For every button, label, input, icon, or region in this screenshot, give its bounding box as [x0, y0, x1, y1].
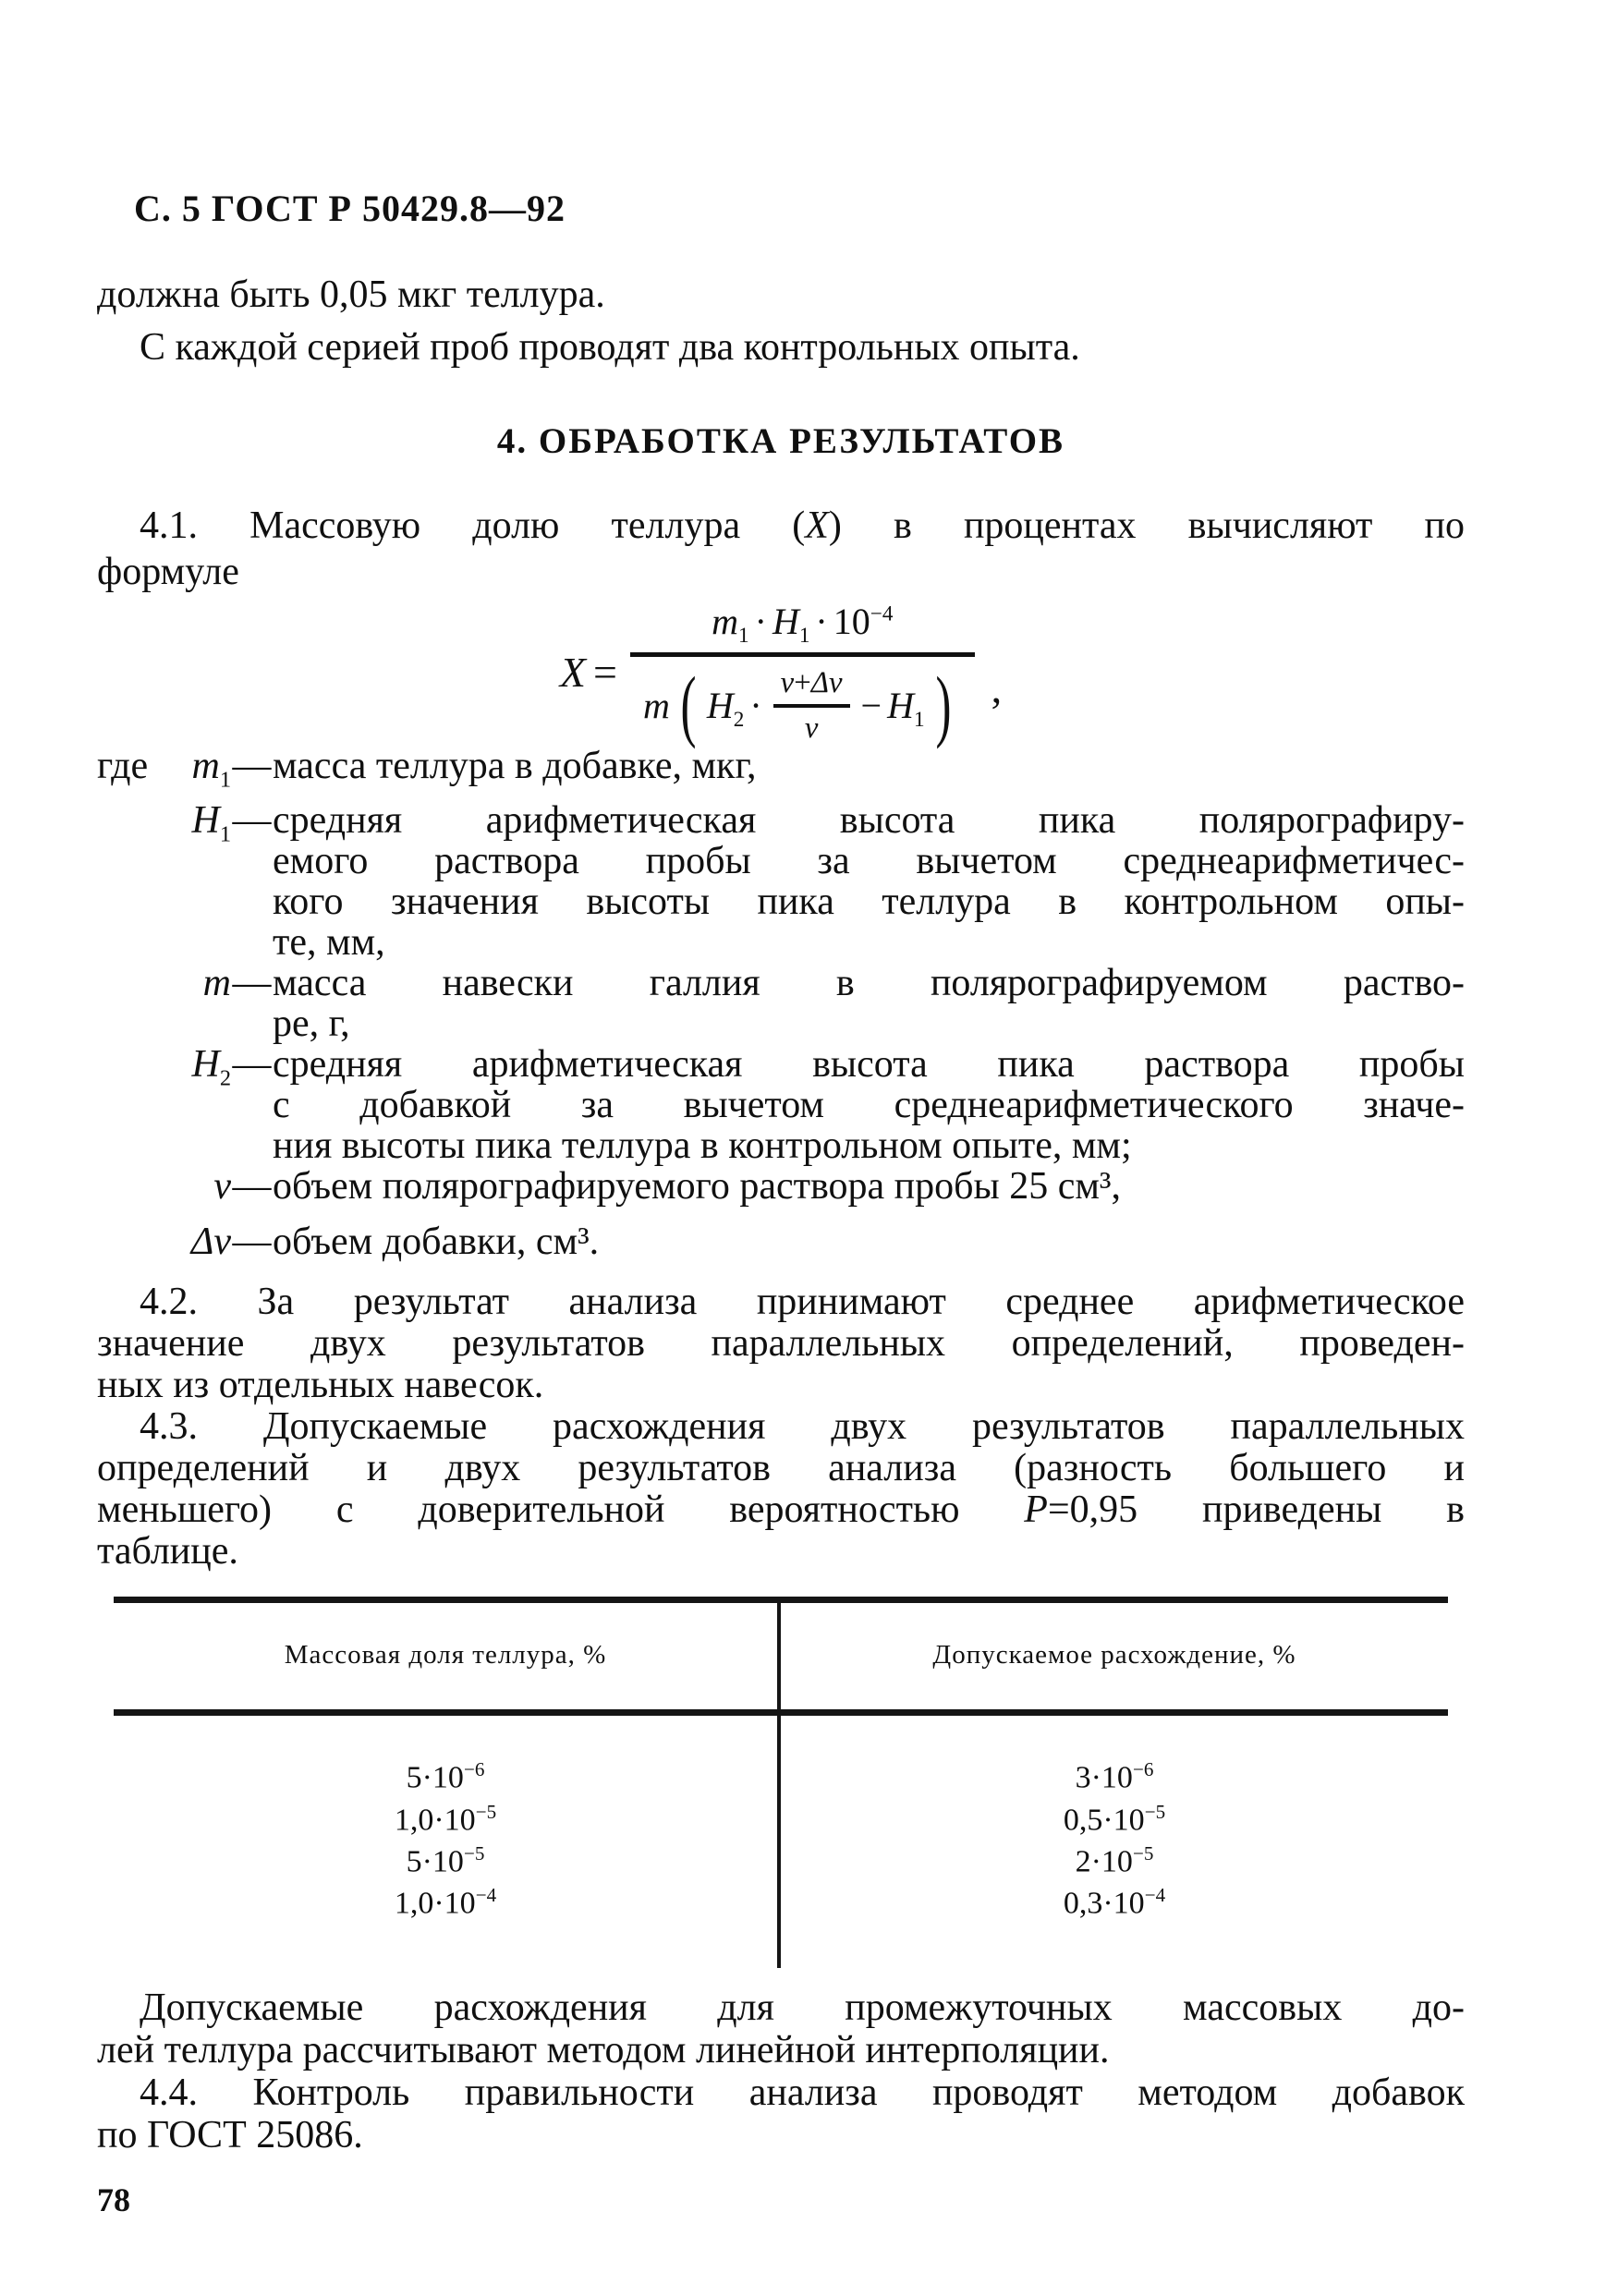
formula-numerator: [687, 600, 917, 652]
definition-row-delta-v: [97, 1221, 1465, 1276]
definition-text: [273, 1166, 1465, 1221]
var-h2-sub: 2: [733, 708, 745, 732]
para-4-2-line-2: значение двух результатов параллельных определений, проведен-: [97, 1322, 1465, 1366]
formula-fraction: [630, 600, 975, 749]
formula-var-x: X: [559, 649, 587, 696]
definition-dash: —: [232, 745, 272, 787]
value-exponent: −5: [463, 1841, 485, 1865]
h2-group: [706, 684, 768, 732]
plus-sign: +: [794, 665, 811, 699]
definition-text: [273, 800, 1465, 963]
dot-operator: ·: [815, 600, 828, 642]
definition-symbol: [143, 963, 231, 1044]
table-value: [781, 1837, 1448, 1878]
var-h1: H: [772, 600, 799, 642]
value-base: 5·10: [406, 1760, 464, 1795]
symbol-h1-sub: 1: [219, 821, 231, 847]
value-base: 3·10: [1075, 1760, 1133, 1795]
para-4-3-text-post: приведены в: [1137, 1488, 1465, 1532]
definition-dash: —: [232, 1165, 272, 1209]
definition-line: с добавкой за вычетом среднеарифметического значе-: [273, 1084, 1465, 1127]
inner-fraction-numerator: [773, 666, 850, 704]
definition-text: [273, 746, 1465, 800]
para-4-2-line-1: 4.2. За результат анализа принимают среднее арифметическое: [140, 1281, 1465, 1324]
table-value: [781, 1795, 1448, 1837]
value-base: 1,0·10: [394, 1802, 476, 1837]
table-column-mass-fraction: [114, 1716, 781, 1968]
table-header-cell-discrepancy: Допускаемое расхождение, %: [932, 1640, 1296, 1670]
value-base: 0,3·10: [1063, 1886, 1145, 1921]
left-paren: (: [680, 660, 697, 749]
definition-symbol: [143, 800, 231, 963]
minus-sign: −: [860, 685, 882, 726]
definitions-list: [97, 746, 1465, 1276]
page-content: [97, 0, 1465, 2219]
var-m1-sub: 1: [738, 623, 749, 648]
para-4-1: [97, 503, 1465, 595]
table-header-cell-mass-fraction: Массовая доля теллура, %: [114, 1603, 781, 1709]
para-4-1-line-2: формуле: [97, 551, 239, 593]
definition-text: [273, 1221, 1465, 1276]
probability-value: =0,95: [1047, 1488, 1138, 1532]
value-base: 5·10: [406, 1844, 464, 1879]
symbol-m1-sub: 1: [219, 767, 231, 793]
definition-dash: —: [232, 962, 272, 1005]
definition-symbol: [143, 746, 231, 800]
table-header-row: [114, 1603, 1448, 1716]
definition-line: ре, г,: [273, 1002, 350, 1046]
value-exponent: −5: [475, 1800, 497, 1823]
spacer: [97, 1221, 143, 1276]
formula-lhs: [560, 648, 617, 697]
inner-fraction: [773, 666, 850, 746]
definition-row-m: [97, 963, 1465, 1044]
symbol-m1: m: [191, 745, 220, 787]
definition-line: ния высоты пика теллура в контрольном опыте, мм;: [273, 1124, 1132, 1168]
para-4-3-text-pre: меньшего) с доверительной вероятностью: [97, 1488, 1025, 1532]
para-4-3-line-2: определений и двух результатов анализа (разность большего и: [97, 1447, 1465, 1490]
para-4-2: [97, 1282, 1465, 1406]
definition-line: емого раствора пробы за вычетом среднеарифметичес-: [273, 840, 1465, 883]
para-4-3-line-4: таблице.: [97, 1530, 238, 1573]
var-delta-v: Δv: [810, 665, 843, 699]
var-h1-sub: 1: [914, 708, 925, 732]
definition-dash: —: [232, 799, 272, 843]
inner-fraction-denominator: [773, 704, 850, 746]
var-m1: m: [712, 600, 739, 642]
ten-exponent: −4: [870, 601, 894, 626]
para-4-4-line-1: 4.4. Контроль правильности анализа проводят методом добавок: [140, 2071, 1465, 2115]
closing-line-2: лей теллура рассчитывают методом линейной интерполяции.: [97, 2029, 1110, 2072]
value-base: 1,0·10: [394, 1886, 476, 1921]
formula-denominator: [630, 652, 975, 749]
section-title: 4. ОБРАБОТКА РЕЗУЛЬТАТОВ: [496, 421, 1065, 461]
definition-line: объем добавки, см³.: [273, 1220, 600, 1263]
definition-symbol: [143, 1221, 231, 1276]
value-base: 0,5·10: [1063, 1802, 1145, 1837]
definition-line: средняя арифметическая высота пика полярографиру-: [273, 799, 1465, 843]
formula: [97, 600, 1465, 749]
definition-row-h1: [97, 800, 1465, 963]
value-exponent: −6: [463, 1758, 485, 1781]
intro-paragraph: [97, 269, 1465, 374]
symbol-v: v: [213, 1165, 231, 1209]
definition-line: масса навески галлия в полярографируемом раство-: [273, 962, 1465, 1005]
value-exponent: −5: [1144, 1800, 1166, 1823]
table-body: [114, 1716, 1448, 1968]
definition-line: те, мм,: [273, 921, 385, 965]
table-value: [781, 1878, 1448, 1920]
para-4-1-text-post: ) в процентах вычисляют по: [828, 504, 1465, 547]
value-base: 2·10: [1075, 1844, 1133, 1879]
formula-comma: ,: [991, 664, 1003, 711]
para-4-3-line-3: [97, 1489, 1465, 1531]
definition-row-v: [97, 1166, 1465, 1221]
value-exponent: −6: [1132, 1758, 1154, 1781]
definition-text: [273, 963, 1465, 1044]
var-v: v: [804, 711, 819, 745]
spacer: [97, 1044, 143, 1166]
symbol-h2-sub: 2: [219, 1065, 231, 1091]
spacer: [97, 1166, 143, 1221]
definition-dash: —: [232, 1220, 272, 1263]
para-4-3-line-1: 4.3. Допускаемые расхождения двух результатов параллельных: [140, 1405, 1465, 1449]
table-column-discrepancy: [781, 1716, 1448, 1968]
equals-sign: =: [593, 649, 617, 696]
intro-line-2: С каждой серией проб проводят два контрольных опыта.: [140, 326, 1080, 369]
intro-line-1: должна быть 0,05 мкг теллура.: [97, 273, 605, 316]
table-value: [114, 1837, 777, 1878]
symbol-m: m: [202, 962, 231, 1005]
definition-row-h2: [97, 1044, 1465, 1166]
dot-operator: ·: [754, 600, 767, 642]
definition-symbol: [143, 1166, 231, 1221]
table-value: [114, 1753, 777, 1794]
page-number: 78: [97, 2181, 130, 2219]
symbol-delta-v: Δv: [190, 1220, 231, 1263]
closing-line-1: Допускаемые расхождения для промежуточных массовых до-: [140, 1986, 1465, 2030]
h1-group: [887, 684, 925, 732]
definition-dash: —: [232, 1043, 272, 1087]
var-v: v: [780, 665, 795, 699]
definition-line: объем полярографируемого раствора пробы 25 см³,: [273, 1165, 1122, 1209]
para-4-1-text-pre: 4.1. Массовую долю теллура (: [140, 504, 806, 547]
dot-operator: ·: [749, 685, 762, 726]
value-exponent: −5: [1132, 1841, 1154, 1865]
table-value: [114, 1795, 777, 1837]
symbol-h2: H: [191, 1043, 220, 1087]
spacer: [97, 963, 143, 1044]
symbol-h1: H: [191, 799, 220, 843]
variable-x: X: [805, 504, 829, 547]
para-4-1-line-1: [97, 503, 1465, 549]
definition-symbol: [143, 1044, 231, 1166]
table-value: [781, 1753, 1448, 1794]
spacer: [97, 800, 143, 963]
results-table: [114, 1597, 1448, 1968]
definition-line: масса теллура в добавке, мкг,: [273, 745, 757, 787]
doc-header: С. 5 ГОСТ Р 50429.8—92: [134, 188, 566, 229]
var-h1: H: [887, 685, 914, 726]
var-h1-sub: 1: [798, 623, 810, 648]
ten-base: 10: [833, 600, 870, 642]
value-exponent: −4: [475, 1884, 497, 1907]
table-value: [114, 1878, 777, 1920]
definition-text: [273, 1044, 1465, 1166]
closing-paragraphs: [97, 1986, 1465, 2156]
var-m: m: [642, 685, 670, 726]
para-4-2-line-3: ных из отдельных навесок.: [97, 1364, 544, 1407]
para-4-3: [97, 1406, 1465, 1573]
var-h2: H: [706, 685, 734, 726]
definitions-lead: где: [97, 745, 149, 787]
definition-line: кого значения высоты пика теллура в контрольном опы-: [273, 881, 1465, 924]
definition-line: средняя арифметическая высота пика раствора пробы: [273, 1043, 1465, 1087]
variable-p: P: [1024, 1488, 1048, 1532]
definition-row-m1: [97, 746, 1465, 800]
para-4-4-line-2: по ГОСТ 25086.: [97, 2114, 363, 2157]
value-exponent: −4: [1144, 1884, 1166, 1907]
right-paren: ): [935, 660, 952, 749]
